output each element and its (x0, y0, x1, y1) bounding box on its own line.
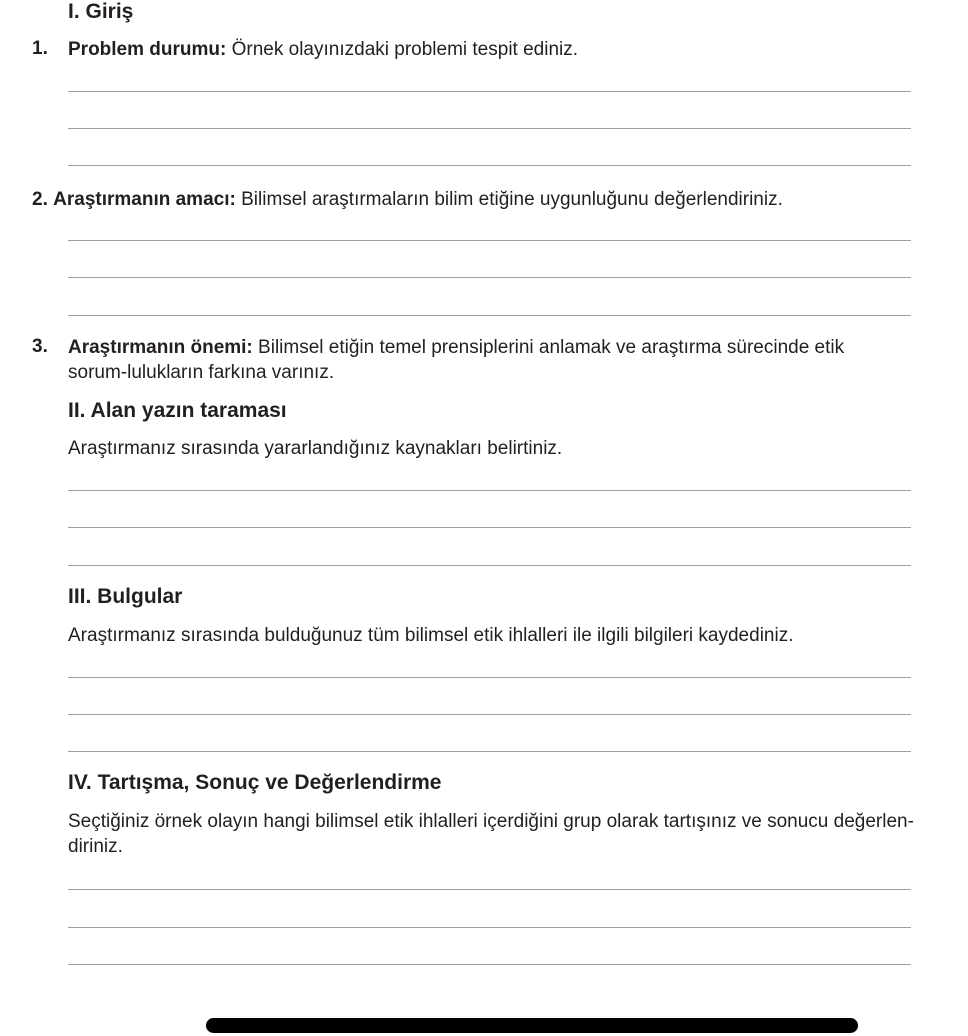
answer-line[interactable] (68, 240, 911, 241)
answer-line[interactable] (68, 128, 911, 129)
section-heading-findings: III. Bulgular (68, 585, 183, 608)
item-purpose (32, 187, 912, 212)
item-label-purpose: Araştırmanın amacı: (53, 189, 236, 210)
answer-line[interactable] (68, 91, 911, 92)
answer-line[interactable] (68, 714, 911, 715)
answer-line[interactable] (68, 165, 911, 166)
item-label-problem: Problem durumu: (68, 39, 227, 60)
item-text-importance-cont: sorum-lulukların farkına varınız. (68, 362, 335, 383)
section-text-discussion-line2: diriniz. (68, 836, 123, 857)
answer-line[interactable] (68, 751, 911, 752)
item-number-1: 1. (32, 38, 48, 59)
item-number-2: 2. (32, 189, 48, 210)
home-indicator-bar[interactable] (206, 1018, 858, 1033)
answer-line[interactable] (68, 490, 911, 491)
answer-line[interactable] (68, 964, 911, 965)
answer-line[interactable] (68, 565, 911, 566)
section-heading-intro: I. Giriş (68, 0, 134, 23)
section-heading-discussion: IV. Tartışma, Sonuç ve Değerlendirme (68, 771, 442, 794)
section-text-findings: Araştırmanız sırasında bulduğunuz tüm bilimsel etik ihlalleri ile ilgili bilgileri kaydediniz. (68, 625, 794, 646)
item-number-3: 3. (32, 336, 48, 357)
answer-line[interactable] (68, 889, 911, 890)
section-heading-literature: II. Alan yazın taraması (68, 399, 287, 422)
item-importance (68, 335, 918, 385)
item-text-problem: Örnek olayınızdaki problemi tespit ediniz. (231, 39, 579, 60)
item-label-importance: Araştırmanın önemi: (68, 337, 253, 358)
answer-line[interactable] (68, 527, 911, 528)
item-problem (68, 37, 918, 62)
section-text-literature: Araştırmanız sırasında yararlandığınız kaynakları belirtiniz. (68, 438, 563, 459)
section-text-discussion (68, 809, 928, 859)
section-text-discussion-line1: Seçtiğiniz örnek olayın hangi bilimsel etik ihlalleri içerdiğini grup olarak tartışınız ve sonucu değerlen- (68, 811, 914, 832)
answer-line[interactable] (68, 315, 911, 316)
item-text-importance: Bilimsel etiğin temel prensiplerini anlamak ve araştırma sürecinde etik (258, 337, 845, 358)
item-text-purpose: Bilimsel araştırmaların bilim etiğine uygunluğunu değerlendiriniz. (241, 189, 783, 210)
answer-line[interactable] (68, 277, 911, 278)
answer-line[interactable] (68, 927, 911, 928)
answer-line[interactable] (68, 677, 911, 678)
